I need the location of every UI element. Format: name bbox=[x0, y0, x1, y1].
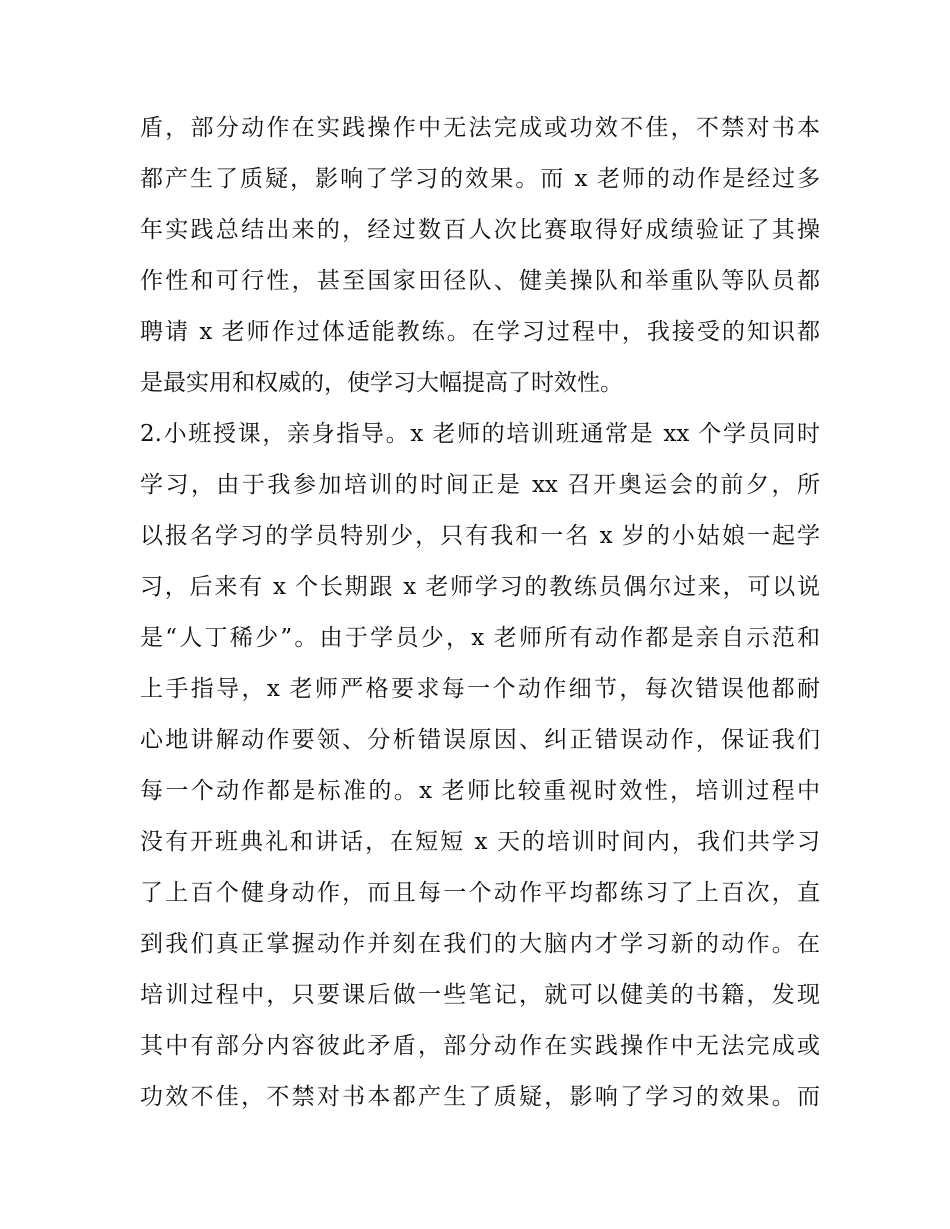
text-line: 盾，部分动作在实践操作中无法完成或功效不佳，不禁对书本 bbox=[140, 115, 820, 141]
text-line: 到我们真正掌握动作并刻在我们的大脑内才学习新的动作。在 bbox=[140, 931, 820, 957]
text-line: 没有开班典礼和讲话，在短短 x 天的培训时间内，我们共学习 bbox=[140, 829, 820, 855]
body-text bbox=[140, 103, 820, 1123]
text-line: 都产生了质疑，影响了学习的效果。而 x 老师的动作是经过多 bbox=[140, 166, 820, 192]
text-line: 其中有部分内容彼此矛盾，部分动作在实践操作中无法完成或 bbox=[140, 1033, 820, 1059]
text-line: 培训过程中，只要课后做一些笔记，就可以健美的书籍，发现 bbox=[140, 982, 820, 1008]
paragraph-end-line: 是最实用和权威的，使学习大幅提高了时效性。 bbox=[140, 370, 623, 396]
text-line: 心地讲解动作要领、分析错误原因、纠正错误动作，保证我们 bbox=[140, 727, 820, 753]
text-line: 聘请 x 老师作过体适能教练。在学习过程中，我接受的知识都 bbox=[140, 319, 820, 345]
text-line: 上手指导，x 老师严格要求每一个动作细节，每次错误他都耐 bbox=[140, 676, 820, 702]
text-line: 了上百个健身动作，而且每一个动作平均都练习了上百次，直 bbox=[140, 880, 820, 906]
text-line: 是“人丁稀少”。由于学员少，x 老师所有动作都是亲自示范和 bbox=[140, 625, 820, 651]
text-line: 学习，由于我参加培训的时间正是 xx 召开奥运会的前夕，所 bbox=[140, 472, 820, 498]
text-line: 以报名学习的学员特别少，只有我和一名 x 岁的小姑娘一起学 bbox=[140, 523, 820, 549]
text-line: 作性和可行性，甚至国家田径队、健美操队和举重队等队员都 bbox=[140, 268, 820, 294]
numbered-item-start-line: 2.小班授课，亲身指导。x 老师的培训班通常是 xx 个学员同时 bbox=[140, 421, 820, 447]
text-line: 习，后来有 x 个长期跟 x 老师学习的教练员偶尔过来，可以说 bbox=[140, 574, 820, 600]
text-line: 年实践总结出来的，经过数百人次比赛取得好成绩验证了其操 bbox=[140, 217, 820, 243]
text-line: 功效不佳，不禁对书本都产生了质疑，影响了学习的效果。而 bbox=[140, 1084, 820, 1110]
text-line: 每一个动作都是标准的。x 老师比较重视时效性，培训过程中 bbox=[140, 778, 820, 804]
